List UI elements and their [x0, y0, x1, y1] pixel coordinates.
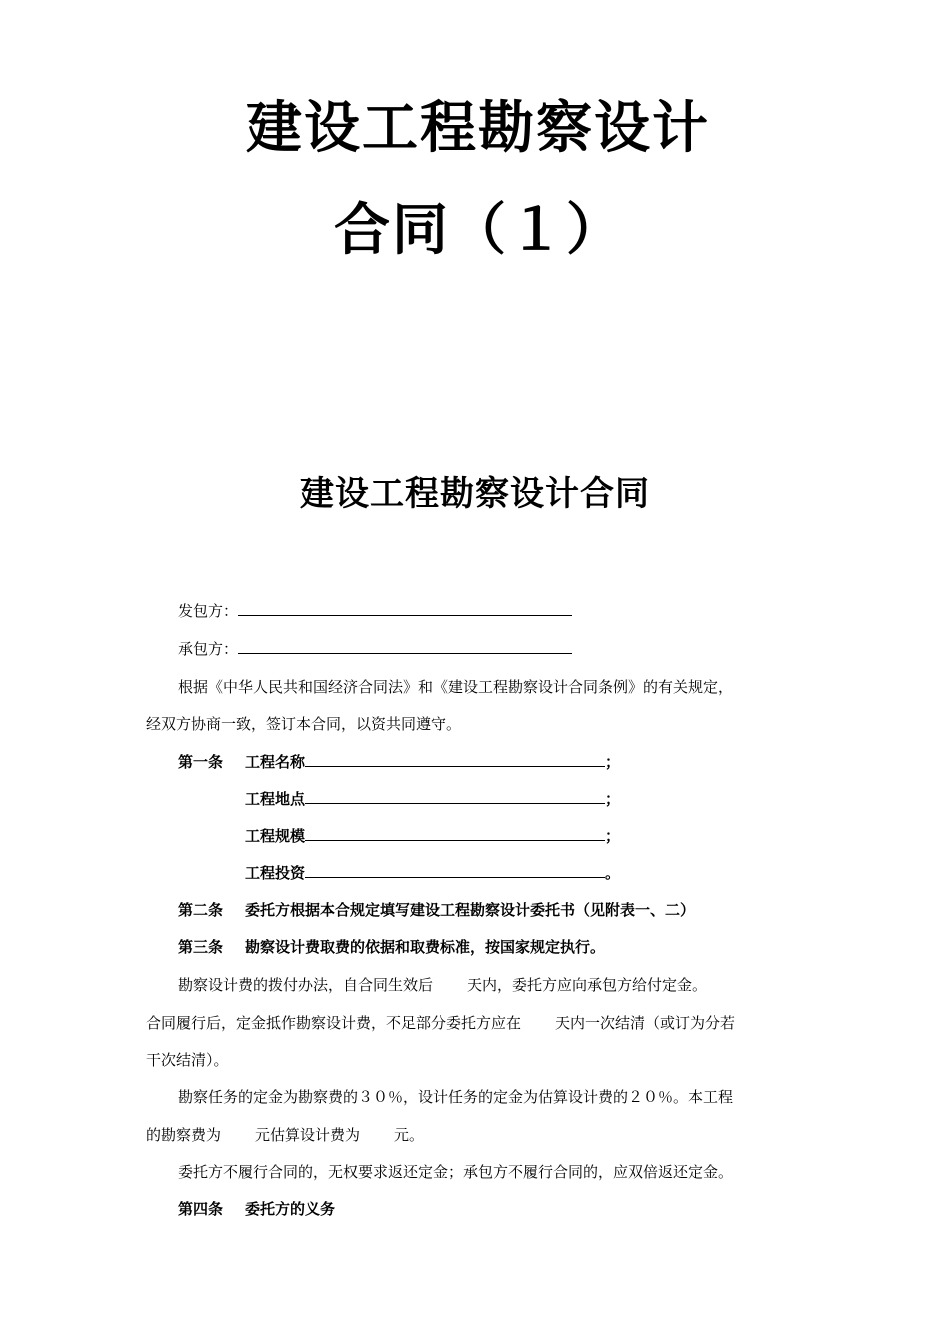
item-label: 工程规模	[245, 827, 306, 845]
item-label: 工程地点	[245, 790, 306, 808]
document-title: 建设工程勘察设计合同	[300, 474, 650, 514]
article1-item	[245, 788, 620, 810]
item-label: 工程投资	[245, 864, 306, 882]
preamble-line1: 根据《中华人民共和国经济合同法》和《建设工程勘察设计合同条例》的有关规定，	[178, 678, 734, 696]
article1-item	[245, 862, 620, 884]
payment-para4: 委托方不履行合同的，无权要求返还定金；承包方不履行合同的，应双倍返还定金。	[178, 1163, 734, 1181]
payment-para2-a: 合同履行后，定金抵作勘察设计费，不足部分委托方应在	[146, 1014, 522, 1032]
employer-blank[interactable]	[238, 601, 572, 616]
article1-item	[245, 751, 620, 773]
article2-number: 第二条	[178, 901, 224, 919]
cover-title-line1: 建设工程勘察设计	[246, 95, 710, 161]
project-investment-blank[interactable]	[305, 863, 605, 878]
contractor-line	[178, 638, 572, 660]
article1-item	[245, 825, 620, 847]
employer-line	[178, 600, 572, 622]
payment-para2-cont: 干次结清）。	[146, 1051, 229, 1069]
article4-number: 第四条	[178, 1200, 224, 1218]
preamble-line2: 经双方协商一致，签订本合同，以资共同遵守。	[146, 715, 462, 733]
item-end: ；	[605, 827, 621, 845]
payment-para1-b: 天内，委托方应向承包方给付定金。	[467, 976, 708, 994]
payment-para3-cont	[146, 1124, 424, 1146]
item-label: 工程名称	[245, 753, 306, 771]
payment-para3: 勘察任务的定金为勘察费的３０％，设计任务的定金为估算设计费的２０％。本工程	[178, 1088, 734, 1106]
cover-title-line2: 合同（１）	[334, 197, 624, 263]
project-location-blank[interactable]	[305, 789, 605, 804]
survey-fee-label: 的勘察费为	[146, 1126, 222, 1144]
item-end: ；	[605, 753, 621, 771]
article3-number: 第三条	[178, 938, 224, 956]
article3-text: 勘察设计费取费的依据和取费标准，按国家规定执行。	[245, 938, 606, 956]
currency-end: 元。	[394, 1126, 425, 1144]
article4-text: 委托方的义务	[245, 1200, 336, 1218]
project-name-blank[interactable]	[305, 752, 605, 767]
article2-text: 委托方根据本合规定填写建设工程勘察设计委托书（见附表一、二）	[245, 901, 696, 919]
item-end: ；	[605, 790, 621, 808]
item-end: 。	[605, 864, 621, 882]
contractor-label: 承包方：	[178, 640, 239, 658]
payment-para2-b: 天内一次结清（或订为分若	[555, 1014, 736, 1032]
contractor-blank[interactable]	[238, 639, 572, 654]
project-scale-blank[interactable]	[305, 826, 605, 841]
payment-para1-a: 勘察设计费的拨付办法，自合同生效后	[178, 976, 434, 994]
employer-label: 发包方：	[178, 602, 239, 620]
article1-number: 第一条	[178, 753, 224, 771]
design-fee-label: 元估算设计费为	[255, 1126, 361, 1144]
payment-para1	[178, 974, 707, 996]
payment-para2	[146, 1012, 735, 1034]
